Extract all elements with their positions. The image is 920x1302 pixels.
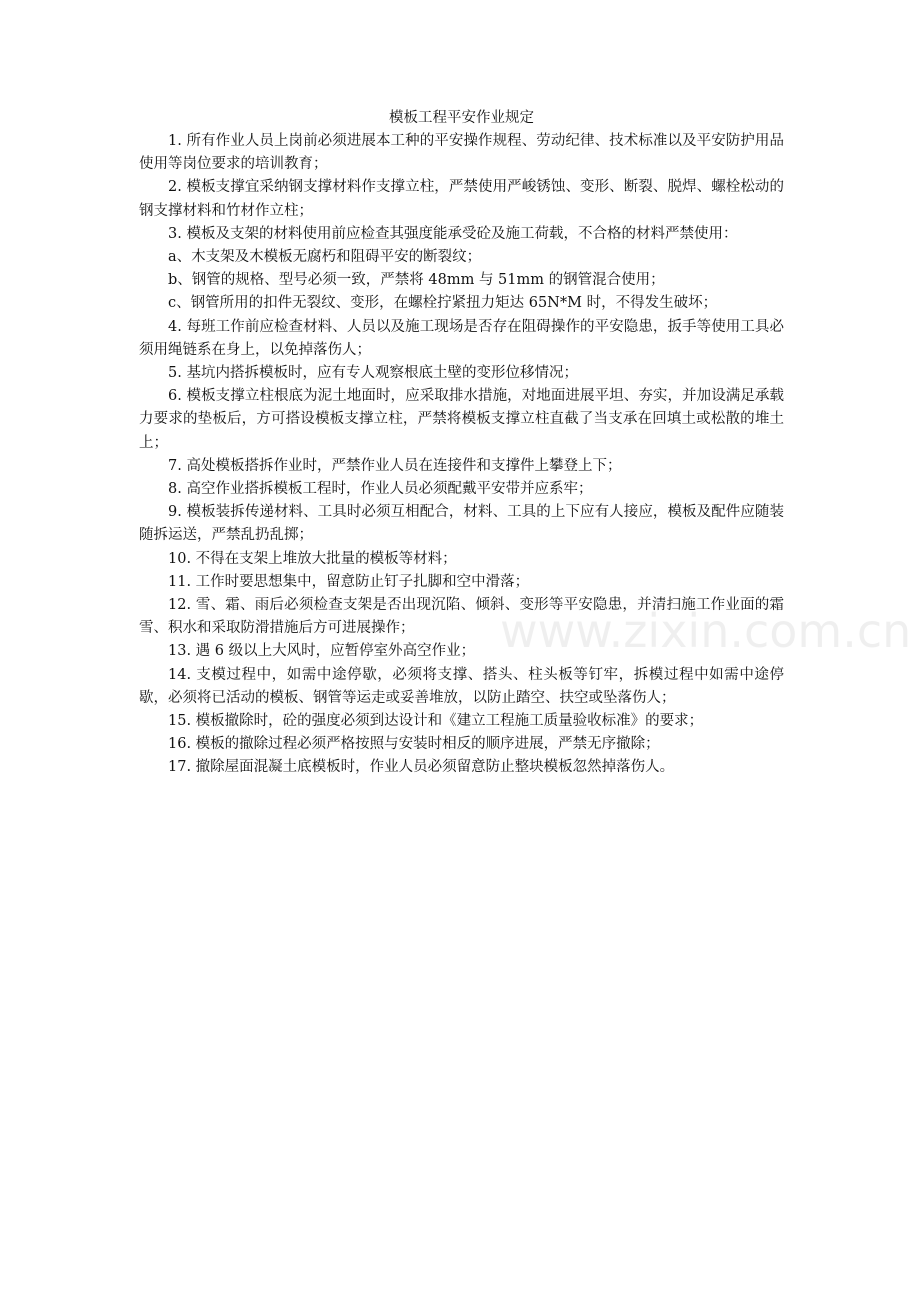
document-title: 模板工程平安作业规定 — [389, 110, 534, 126]
document-page — [139, 106, 784, 780]
paragraph-1: 1. 所有作业人员上岗前必须进展本工种的平安操作规程、劳动纪律、技术标准以及平安防护用品使用等岗位要求的培训教育； — [139, 133, 784, 173]
paragraph-12: 12. 雪、霜、雨后必须检查支架是否出现沉陷、倾斜、变形等平安隐患，并清扫施工作业面的霜雪、积水和采取防滑措施后方可进展操作； — [139, 597, 784, 637]
paragraph-8: 8. 高空作业搭拆模板工程时，作业人员必须配戴平安带并应系牢； — [168, 481, 593, 498]
watermark: www.zixin.com.cn — [500, 604, 912, 658]
paragraph-13: 13. 遇 6 级以上大风时，应暂停室外高空作业； — [168, 643, 476, 660]
paragraph-16: 16. 模板的撤除过程必须严格按照与安装时相反的顺序进展，严禁无序撤除； — [168, 736, 660, 753]
paragraph-4: 4. 每班工作前应检查材料、人员以及施工现场是否存在阻碍操作的平安隐患，扳手等使用工具必须用绳链系在身上，以免掉落伤人； — [139, 318, 784, 358]
paragraph-10: 10. 不得在支架上堆放大批量的模板等材料； — [168, 550, 457, 567]
paragraph-11: 11. 工作时要思想集中，留意防止钉子扎脚和空中滑落； — [168, 573, 530, 590]
paragraph-6: 6. 模板支撑立柱根底为泥土地面时，应采取排水措施，对地面进展平坦、夯实，并加设满足承载力要求的垫板后，方可搭设模板支撑立柱，严禁将模板支撑立柱直截了当支承在回填土或松散的堆土上； — [139, 388, 784, 451]
paragraph-17: 17. 撤除屋面混凝土底模板时，作业人员必须留意防止整块模板忽然掉落伤人。 — [168, 759, 675, 776]
paragraph-3c: c、钢管所用的扣件无裂纹、变形，在螺栓拧紧扭力矩达 65N*M 时，不得发生破坏； — [168, 295, 718, 312]
paragraph-15: 15. 模板撤除时，砼的强度必须到达设计和《建立工程施工质量验收标准》的要求； — [168, 713, 704, 730]
paragraph-9: 9. 模板装拆传递材料、工具时必须互相配合，材料、工具的上下应有人接应，模板及配件应随装随拆运送，严禁乱扔乱掷； — [139, 504, 784, 544]
paragraph-3a: a、木支架及木模板无腐朽和阻碍平安的断裂纹； — [168, 249, 482, 266]
paragraph-14: 14. 支模过程中，如需中途停歇，必须将支撑、搭头、柱头板等钉牢，拆模过程中如需中途停歇，必须将已活动的模板、钢管等运走或妥善堆放，以防止踏空、扶空或坠落伤人； — [139, 666, 784, 706]
paragraph-2: 2. 模板支撑宜采纳钢支撑材料作支撑立柱，严禁使用严峻锈蚀、变形、断裂、脱焊、螺栓松动的钢支撑材料和竹材作立柱； — [139, 179, 784, 219]
paragraph-7: 7. 高处模板搭拆作业时，严禁作业人员在连接件和支撑件上攀登上下； — [168, 457, 622, 474]
document-body — [139, 130, 784, 780]
paragraph-3: 3. 模板及支架的材料使用前应检查其强度能承受砼及施工荷载，不合格的材料严禁使用： — [168, 225, 738, 242]
paragraph-3b: b、钢管的规格、型号必须一致，严禁将 48mm 与 51mm 的钢管混合使用； — [168, 272, 665, 289]
paragraph-5: 5. 基坑内搭拆模板时，应有专人观察根底土壁的变形位移情况； — [168, 365, 578, 382]
